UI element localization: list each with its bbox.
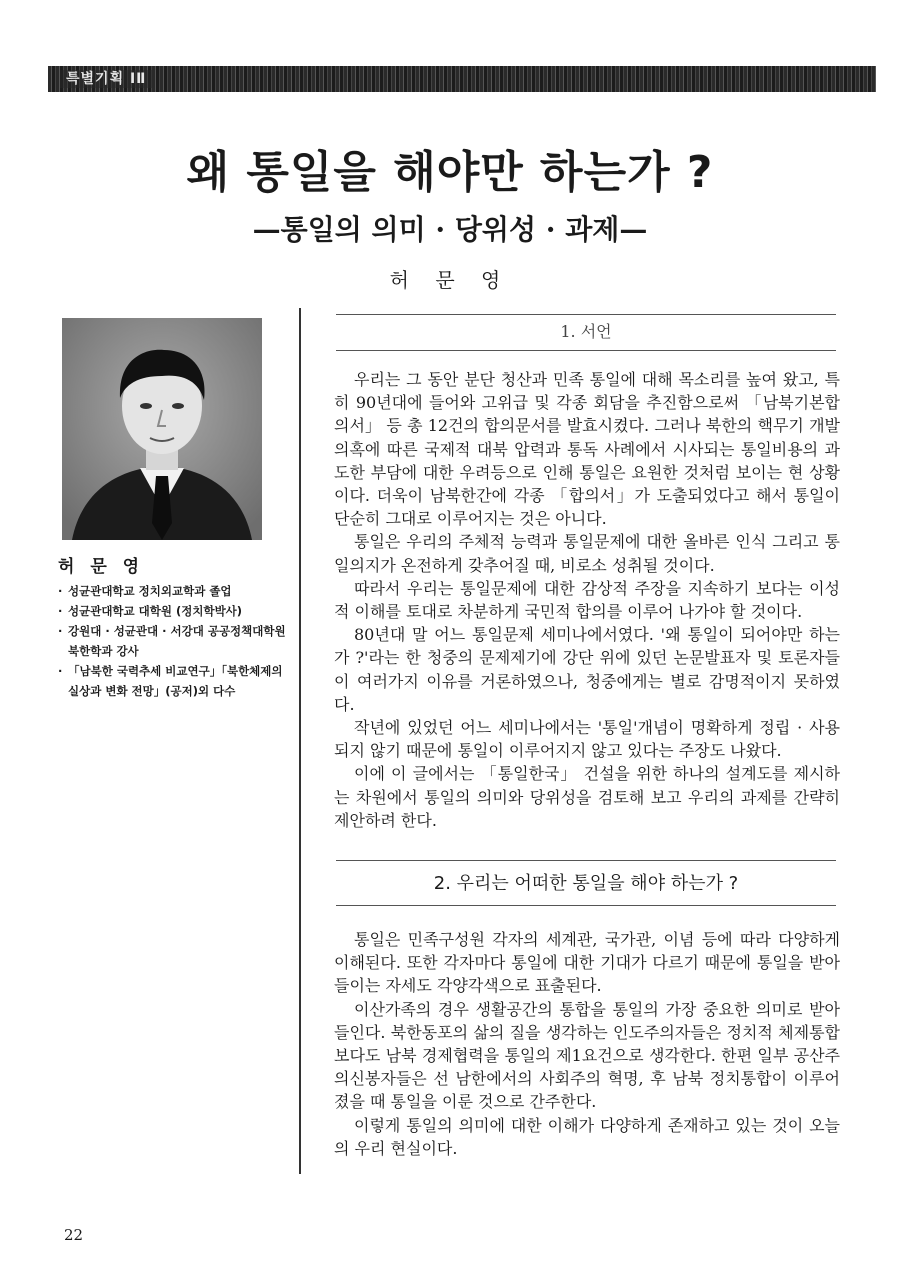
page-number: 22 [64,1226,84,1244]
bio-item: · 「남북한 국력추세 비교연구」「북한체제의 실상과 변화 전망」(공저)외 다수 [58,661,294,701]
heading-rule [336,905,836,906]
section-heading-2 [336,860,836,906]
paragraph: 80년대 말 어느 통일문제 세미나에서였다. '왜 통일이 되어야만 하는가 ?'라는 한 청중의 문제제기에 강단 위에 있던 논문발표자 및 토론자들이 여러가지 이유를 거론하였으나, 청중에게는 별로 감명적이지 못하였다. [334,625,840,714]
section-2-body [334,928,840,1160]
paragraph: 통일은 민족구성원 각자의 세계관, 국가관, 이념 등에 따라 다양하게 이해된다. 또한 각자마다 통일에 대한 기대가 다르기 때문에 통일을 받아 들이는 자세도 각양각색으로 표출된다. [334,930,840,996]
bio-name: 허 문 영 [58,557,145,577]
section-heading-1 [336,314,836,351]
paragraph: 이에 이 글에서는 「통일한국」 건설을 위한 하나의 설계도를 제시하는 차원에서 통일의 의미와 당위성을 검토해 보고 우리의 과제를 간략히 제안하려 한다. [334,764,840,830]
paragraph: 작년에 있었던 어느 세미나에서는 '통일'개념이 명확하게 정립 · 사용되지 않기 때문에 통일이 이루어지지 않고 있다는 주장도 나왔다. [334,718,840,761]
paragraph: 이렇게 통일의 의미에 대한 이해가 다양하게 존재하고 있는 것이 오늘의 우리 현실이다. [334,1115,840,1158]
bio-item: · 성균관대학교 대학원 (정치학박사) [58,601,294,621]
column-divider [299,308,301,1174]
heading-rule [336,350,836,351]
section-heading-text: 2. 우리는 어떠한 통일을 해야 하는가 ? [433,873,739,894]
author-bio [58,552,294,701]
author-name: 허 문 영 [389,268,511,292]
bio-item: · 강원대 · 성균관대 · 서강대 공공정책대학원 북한학과 강사 [58,621,294,661]
author-photo [62,318,262,540]
section-banner [48,66,876,92]
paragraph: 우리는 그 동안 분단 청산과 민족 통일에 대해 목소리를 높여 왔고, 특히 90년대에 들어와 고위급 및 각종 회담을 추진함으로써 「남북기본합의서」 등 총 12건의 합의문서를 발효시켰다. 그러나 북한의 핵무기 개발의혹에 따른 국제적 대북 압력과 통독 사례에서 시사되는 통일비용의 과도한 부담에 대한 우려등으로 인해 통일은 요원한 것처럼 보이는 현 상황이다. 더욱이 남북한간에 각종 「합의서」가 도출되었다고 해서 통일이 단순히 그대로 이루어지는 것은 아니다. [334,370,840,529]
article-subtitle: —통일의 의미 · 당위성 · 과제— [252,213,648,246]
bio-item: · 성균관대학교 정치외교학과 졸업 [58,581,294,601]
section-1-body [334,368,840,832]
section-heading-text: 1. 서언 [560,322,612,341]
paragraph: 통일은 우리의 주체적 능력과 통일문제에 대한 올바른 인식 그리고 통일의지가 온전하게 갖추어질 때, 비로소 성취될 것이다. [334,532,840,575]
article-title: 왜 통일을 해야만 하는가 ? [186,147,714,198]
paragraph: 따라서 우리는 통일문제에 대한 감상적 주장을 지속하기 보다는 이성적 이해를 토대로 차분하게 국민적 합의를 이루어 나가야 할 것이다. [334,578,840,622]
paragraph: 이산가족의 경우 생활공간의 통합을 통일의 가장 중요한 의미로 받아들인다. 북한동포의 삶의 질을 생각하는 인도주의자들은 정치적 체제통합 보다도 남북 경제협력을 통일의 제1요건으로 생각한다. 한편 일부 공산주의신봉자들은 선 남한에서의 사회주의 혁명, 후 남북 정치통합이 이루어졌을 때 통일을 이룬 것으로 간주한다. [334,999,840,1112]
section-tag: 특별기획 ⅠⅡ [60,70,152,88]
